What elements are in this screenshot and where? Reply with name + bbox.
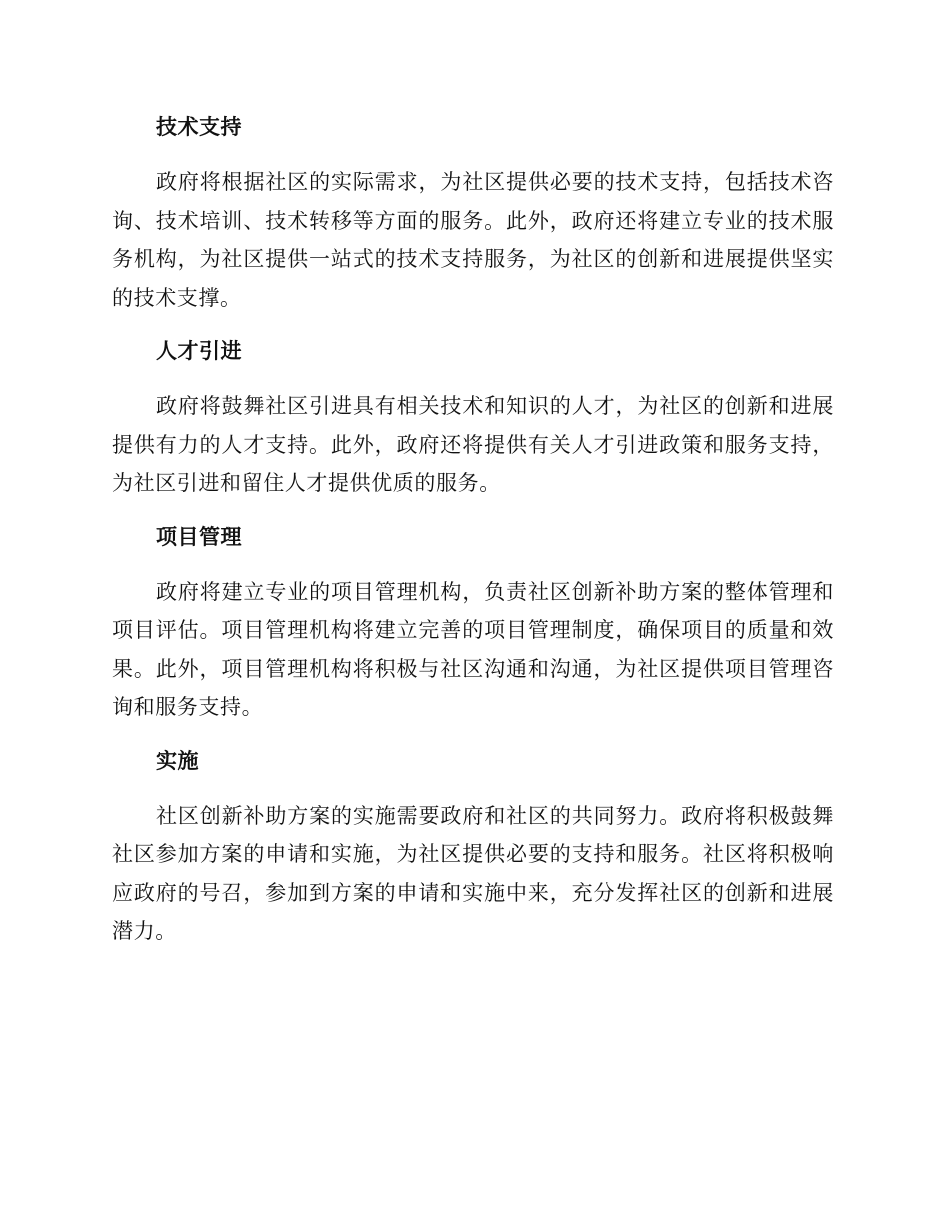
section-heading-implementation: 实施 [156, 748, 199, 773]
document-body [112, 110, 834, 951]
section-body-talent-introduction: 政府将鼓舞社区引进具有相关技术和知识的人才，为社区的创新和进展提供有力的人才支持。此外，政府还将提供有关人才引进政策和服务支持，为社区引进和留住人才提供优质的服务。 [112, 394, 834, 495]
section-heading-technical-support: 技术支持 [156, 115, 242, 139]
section-body-implementation: 社区创新补助方案的实施需要政府和社区的共同努力。政府将积极鼓舞社区参加方案的申请和实施，为社区提供必要的支持和服务。社区将积极响应政府的号召，参加到方案的申请和实施中来，充分发挥社区的创新和进展潜力。 [112, 803, 834, 943]
section-heading-talent-introduction: 人才引进 [156, 339, 242, 363]
section-body-project-management: 政府将建立专业的项目管理机构，负责社区创新补助方案的整体管理和项目评估。项目管理机构将建立完善的项目管理制度，确保项目的质量和效果。此外，项目管理机构将积极与社区沟通和沟通，为社区提供项目管理咨询和服务支持。 [112, 579, 834, 719]
section-heading-project-management: 项目管理 [156, 524, 242, 549]
section-body-technical-support: 政府将根据社区的实际需求，为社区提供必要的技术支持，包括技术咨询、技术培训、技术转移等方面的服务。此外，政府还将建立专业的技术服务机构，为社区提供一站式的技术支持服务，为社区的创新和进展提供坚实的技术支撑。 [112, 170, 834, 310]
